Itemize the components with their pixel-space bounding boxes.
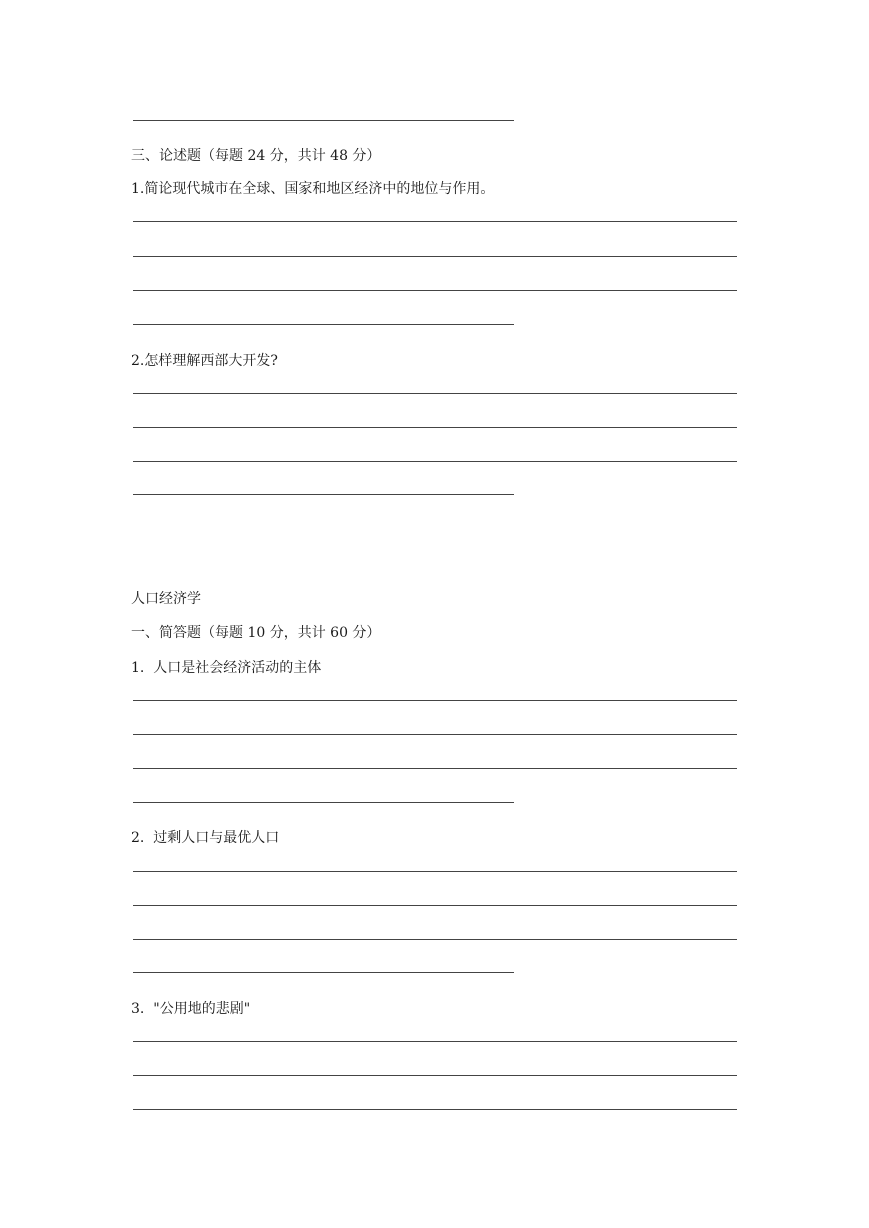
answer-line bbox=[133, 324, 514, 325]
question-text: 1. 人口是社会经济活动的主体 bbox=[131, 660, 322, 676]
answer-line bbox=[133, 1075, 737, 1076]
answer-line bbox=[133, 939, 737, 940]
answer-line bbox=[133, 734, 737, 735]
answer-line bbox=[133, 1041, 737, 1042]
subject-title: 人口经济学 bbox=[131, 591, 201, 607]
answer-line bbox=[133, 494, 514, 495]
answer-line bbox=[133, 393, 737, 394]
question-text: 2.怎样理解西部大开发? bbox=[131, 353, 278, 369]
answer-line bbox=[133, 427, 737, 428]
answer-line bbox=[133, 802, 514, 803]
answer-line bbox=[133, 972, 514, 973]
answer-line bbox=[133, 221, 737, 222]
question-text: 1.简论现代城市在全球、国家和地区经济中的地位与作用。 bbox=[131, 181, 495, 197]
answer-line bbox=[133, 1109, 737, 1110]
question-text: 2. 过剩人口与最优人口 bbox=[131, 830, 280, 846]
question-text: 3. "公用地的悲剧" bbox=[131, 1001, 251, 1017]
answer-line bbox=[133, 290, 737, 291]
answer-line bbox=[133, 905, 737, 906]
answer-line bbox=[133, 700, 737, 701]
answer-line bbox=[133, 120, 514, 121]
answer-line bbox=[133, 871, 737, 872]
answer-line bbox=[133, 768, 737, 769]
answer-line bbox=[133, 461, 737, 462]
answer-line bbox=[133, 256, 737, 257]
section-heading: 三、论述题（每题 24 分，共计 48 分） bbox=[131, 148, 381, 164]
section-heading: 一、简答题（每题 10 分，共计 60 分） bbox=[131, 625, 381, 641]
